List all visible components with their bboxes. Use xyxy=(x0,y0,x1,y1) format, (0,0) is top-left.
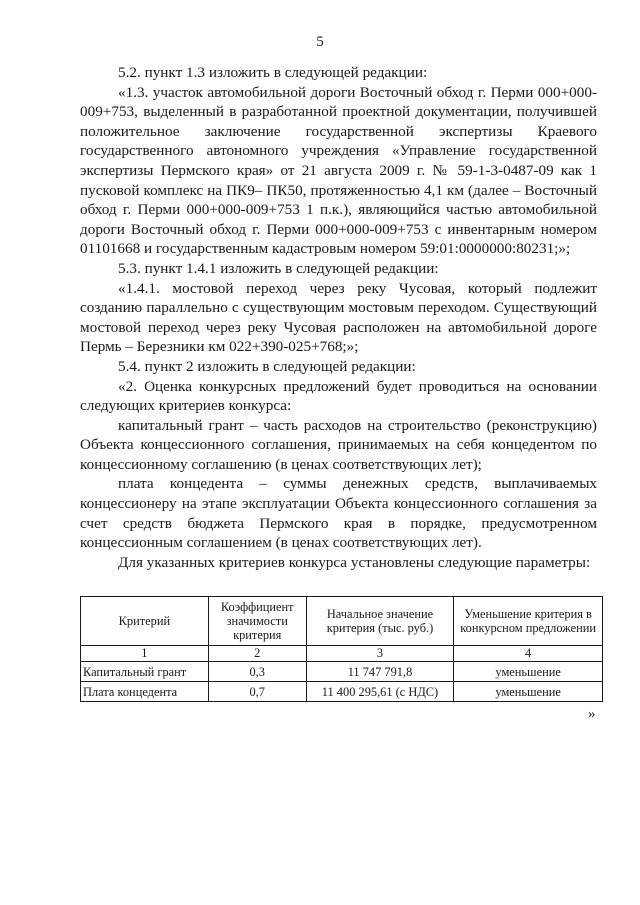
header-criterion: Критерий xyxy=(81,597,209,646)
table-row xyxy=(81,662,603,682)
column-number: 4 xyxy=(454,646,603,662)
table-cell: 0,3 xyxy=(208,662,306,682)
table-cell: 0,7 xyxy=(208,682,306,702)
column-number: 2 xyxy=(208,646,306,662)
header-reduction: Уменьшение критерия в конкурсном предложении xyxy=(454,597,603,646)
paragraph-2: «2. Оценка конкурсных предложений будет проводиться на основании следующих критериев конкурса: xyxy=(80,377,597,415)
closing-quote: » xyxy=(588,706,596,722)
document-body xyxy=(80,63,597,572)
header-initial-value: Начальное значение критерия (тыс. руб.) xyxy=(306,597,454,646)
paragraph-capital-grant: капитальный грант – часть расходов на строительство (реконструкцию) Объекта концессионного соглашения, принимаемых на себя концедентом по концессионному соглашению (в ценах соответствующих лет); xyxy=(80,416,597,473)
table-cell: 11 747 791,8 xyxy=(306,662,454,682)
page-number: 5 xyxy=(316,34,324,50)
paragraph-concedent-payment: плата концедента – суммы денежных средств, выплачиваемых концессионеру на этапе эксплуатации Объекта концессионного соглашения за счет средств бюджета Пермского края в порядке, предусмотренном концессионным соглашением (в ценах соответствующих лет). xyxy=(80,475,597,552)
table-cell: уменьшение xyxy=(454,662,603,682)
table-column-numbers-row xyxy=(81,646,603,662)
column-number: 3 xyxy=(306,646,454,662)
column-number: 1 xyxy=(81,646,209,662)
paragraph-1-4-1: «1.4.1. мостовой переход через реку Чусовая, который подлежит созданию параллельно с существующим мостовым переходом. Существующий мостовой переход через реку Чусовая расположен на автомобильной дороге Пермь – Березники км 022+390-025+768;»; xyxy=(80,279,597,356)
table-cell: уменьшение xyxy=(454,682,603,702)
paragraph-parameters-intro: Для указанных критериев конкурса установлены следующие параметры: xyxy=(118,553,591,571)
table-header-row xyxy=(81,597,603,646)
paragraph-5-3: 5.3. пункт 1.4.1 изложить в следующей редакции: xyxy=(118,259,439,277)
criteria-table xyxy=(80,596,603,702)
table-cell: 11 400 295,61 (с НДС) xyxy=(306,682,454,702)
paragraph-1-3: «1.3. участок автомобильной дороги Восточный обход г. Перми 000+000-009+753, выделенный в разработанной проектной документации, получившей положительное заключение государственной экспертизы Краевого государственного автономного учреждения «Управление государственной экспертизы Пермского края» от 21 августа 2009 г. № 59-1-3-0487-09 как 1 пусковой комплекс на ПК9– ПК50, протяженностью 4,1 км (далее – Восточный обход г. Перми 000+000-009+753 1 п.к.), являющийся частью автомобильной дороги Восточный обход г. Перми 000+000-009+753 с инвентарным номером 01101668 и государственным кадастровым номером 59:01:0000000:80231;»; xyxy=(80,83,597,258)
table-cell: Капитальный грант xyxy=(81,662,209,682)
table-row xyxy=(81,682,603,702)
table-cell: Плата концедента xyxy=(81,682,209,702)
header-significance: Коэффициент значимости критерия xyxy=(208,597,306,646)
paragraph-5-2: 5.2. пункт 1.3 изложить в следующей редакции: xyxy=(118,64,428,81)
paragraph-5-4: 5.4. пункт 2 изложить в следующей редакции: xyxy=(118,357,416,375)
